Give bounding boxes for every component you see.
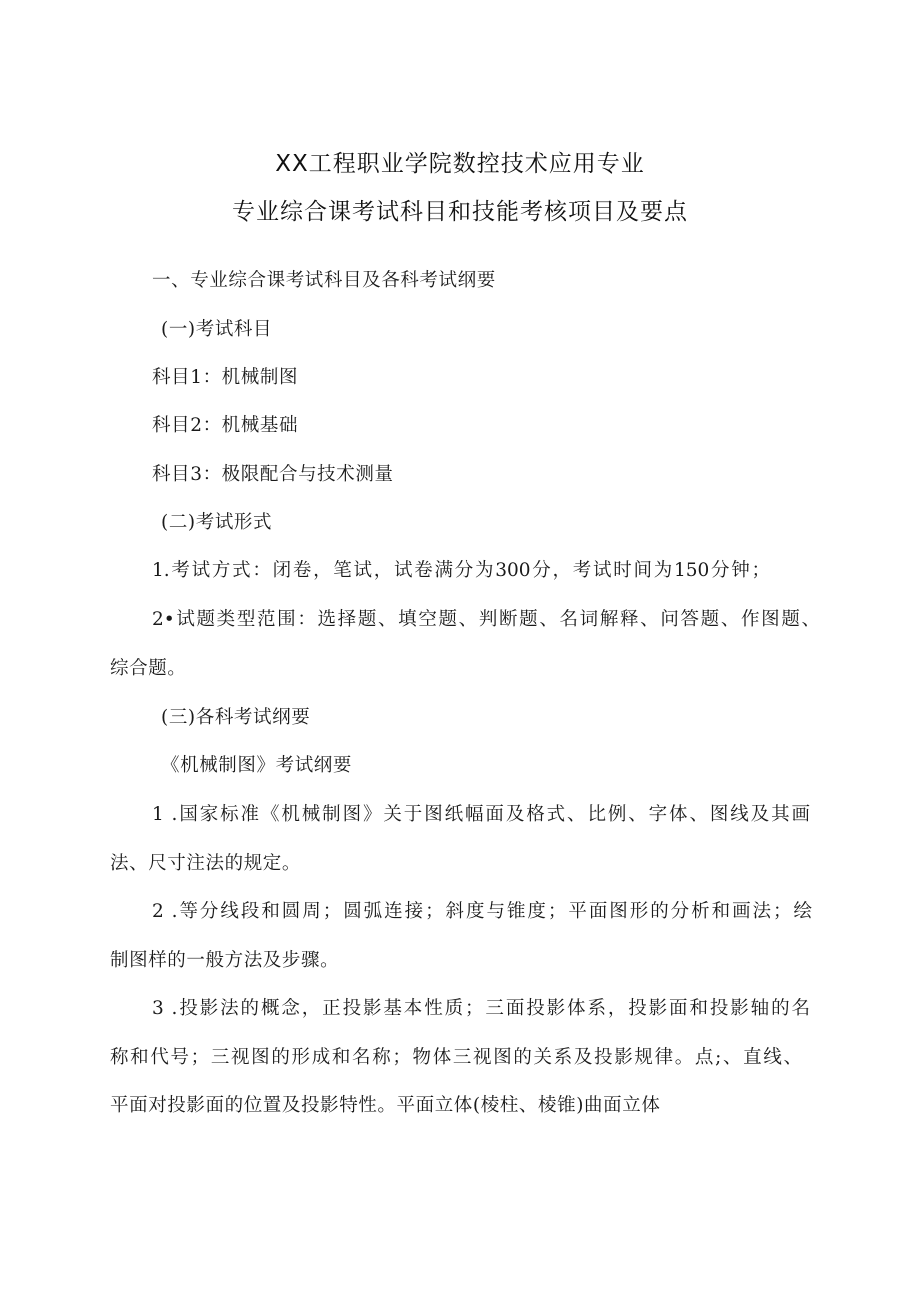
item2-line2: 制图样的一般方法及步骤。 (110, 950, 340, 971)
sub1-heading: (一)考试科目 (161, 319, 273, 340)
exam-method-text: 1.考试方式：闭卷，笔试，试卷满分为300分，考试时间为150分钟； (152, 560, 770, 581)
document-title-line2: 专业综合课考试科目和技能考核项目及要点 (232, 199, 688, 225)
sub2-heading: (二)考试形式 (161, 512, 273, 533)
item1-line2: 法、尺寸注法的规定。 (110, 853, 302, 874)
question-types-line2: 综合题。 (110, 658, 187, 679)
outline-title: 《机械制图》考试纲要 (161, 755, 353, 776)
section1-heading: 一、专业综合课考试科目及各科考试纲要 (152, 270, 496, 291)
subject1-text: 科目1：机械制图 (152, 367, 299, 388)
sub3-heading: (三)各科考试纲要 (161, 707, 311, 728)
item3-line3: 平面对投影面的位置及投影特性。平面立体(棱柱、棱锥)曲面立体 (110, 1095, 661, 1116)
subject3-text: 科目3：极限配合与技术测量 (152, 464, 394, 485)
document-title-line1: XX工程职业学院数控技术应用专业 (275, 151, 645, 177)
item1-line1: 1 .国家标准《机械制图》关于图纸幅面及格式、比例、字体、图线及其画 (152, 804, 810, 825)
question-types-line1: 2•试题类型范围：选择题、填空题、判断题、名词解释、问答题、作图题、 (152, 609, 820, 630)
item3-line1: 3 .投影法的概念，正投影基本性质；三面投影体系，投影面和投影轴的名 (152, 998, 810, 1019)
item2-line1: 2 .等分线段和圆周；圆弧连接；斜度与锥度；平面图形的分析和画法；绘 (152, 901, 812, 922)
subject2-text: 科目2：机械基础 (152, 415, 299, 436)
item3-line2: 称和代号；三视图的形成和名称；物体三视图的关系及投影规律。点;、直线、 (110, 1047, 802, 1068)
